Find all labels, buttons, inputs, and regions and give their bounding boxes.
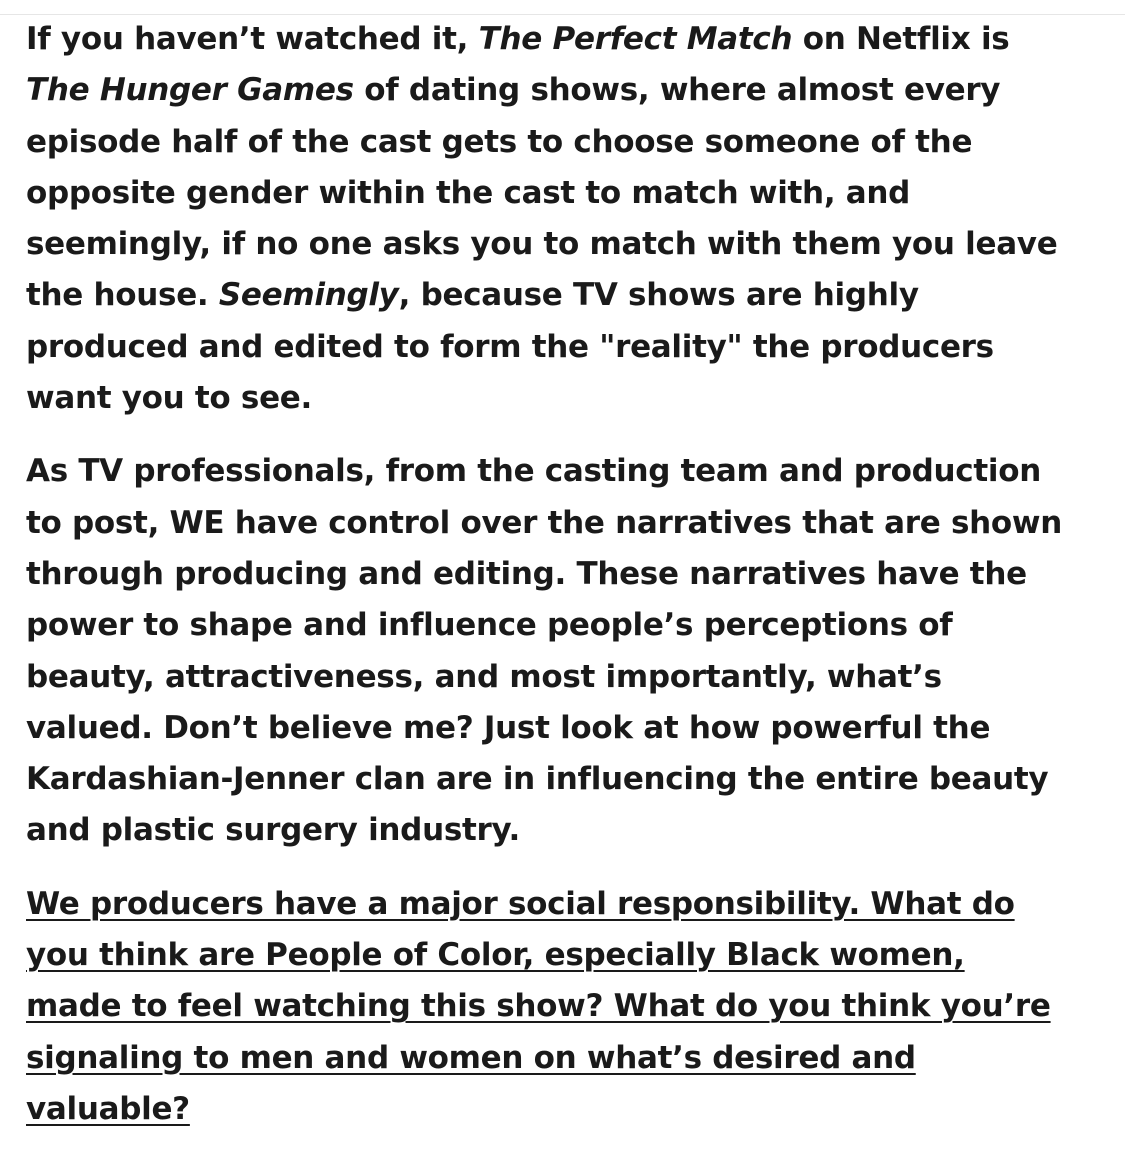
text-run: episode half of the cast gets to choose someone of the xyxy=(26,123,973,160)
paragraph-social-responsibility xyxy=(26,879,1111,1135)
text-line xyxy=(26,168,1111,219)
text-line xyxy=(26,703,1111,754)
text-run: We producers have a major social responsibility. What do xyxy=(26,885,1015,922)
text-run: power to shape and influence people’s perceptions of xyxy=(26,607,953,644)
text-line xyxy=(26,1033,1111,1084)
text-run: valuable? xyxy=(26,1090,190,1127)
text-line xyxy=(26,549,1111,600)
text-line xyxy=(26,65,1111,116)
text-line xyxy=(26,981,1111,1032)
text-run: , because TV shows are highly xyxy=(398,277,919,314)
text-run: If you haven’t watched it, xyxy=(26,21,479,57)
text-run: and plastic surgery industry. xyxy=(26,812,521,849)
text-line xyxy=(26,805,1111,856)
text-line xyxy=(26,446,1111,497)
text-run: you think are People of Color, especially Black women, xyxy=(26,937,965,974)
text-line xyxy=(26,498,1111,549)
text-run: made to feel watching this show? What do you think you’re xyxy=(26,988,1051,1025)
paragraph-intro xyxy=(26,14,1111,424)
article-text xyxy=(26,14,1111,1135)
text-line xyxy=(26,373,1111,424)
text-line xyxy=(26,930,1111,981)
text-run: Kardashian-Jenner clan are in influencing the entire beauty xyxy=(26,761,1049,798)
text-line xyxy=(26,14,1111,65)
text-run: on Netflix is xyxy=(792,21,1010,57)
italic-text-run: The Perfect Match xyxy=(478,21,793,57)
italic-text-run: Seemingly xyxy=(218,277,399,314)
text-run: beauty, attractiveness, and most importantly, what’s xyxy=(26,658,942,695)
text-run: signaling to men and women on what’s desired and xyxy=(26,1039,916,1076)
text-line xyxy=(26,600,1111,651)
text-line xyxy=(26,652,1111,703)
text-line xyxy=(26,117,1111,168)
text-run: want you to see. xyxy=(26,380,312,417)
text-line xyxy=(26,322,1111,373)
paragraph-tv-professionals xyxy=(26,446,1111,856)
text-run: through producing and editing. These narratives have the xyxy=(26,555,1027,592)
text-run: the house. xyxy=(26,277,219,314)
text-line xyxy=(26,270,1111,321)
text-run: seemingly, if no one asks you to match with them you leave xyxy=(26,226,1058,263)
text-run: opposite gender within the cast to match with, and xyxy=(26,174,911,211)
text-line xyxy=(26,219,1111,270)
text-line xyxy=(26,754,1111,805)
text-run: produced and edited to form the "reality" the producers xyxy=(26,328,994,365)
text-run: As TV professionals, from the casting team and production xyxy=(26,453,1041,490)
text-line xyxy=(26,1084,1111,1135)
italic-text-run: The Hunger Games xyxy=(26,72,354,109)
text-line xyxy=(26,879,1111,930)
text-run: of dating shows, where almost every xyxy=(353,72,1001,109)
text-run: to post, WE have control over the narratives that are shown xyxy=(26,504,1062,541)
text-run: valued. Don’t believe me? Just look at how powerful the xyxy=(26,709,991,746)
